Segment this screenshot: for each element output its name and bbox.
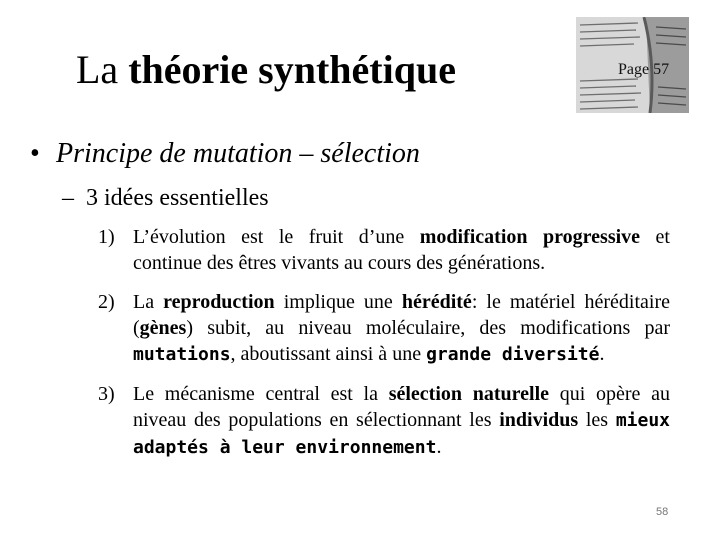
text-run: L’évolution est le fruit d’une	[133, 226, 420, 248]
text-run: qui opère au niveau des populations en sélectionnant les	[133, 383, 671, 431]
sub-bullet-text: 3 idées essentielles	[86, 185, 269, 211]
list-item-number: 2)	[98, 291, 115, 313]
emphasis-run: reproduction	[163, 291, 275, 313]
page-reference: Page 57	[618, 61, 670, 78]
emphasis-run: gènes	[139, 317, 187, 339]
list-item-number: 3)	[98, 383, 115, 405]
text-run: .	[436, 436, 442, 458]
list-item-number: 1)	[98, 226, 115, 248]
text-run: : le matériel héréditaire (	[133, 291, 670, 339]
emphasis-run: hérédité	[401, 291, 472, 313]
text-run: Le mécanisme central est la	[133, 383, 389, 405]
sub-bullet-symbol: –	[62, 185, 74, 211]
list-item-text	[133, 289, 670, 368]
text-run: La	[133, 291, 164, 313]
emphasis-run: sélection naturelle	[388, 383, 550, 405]
emphasis-run: mutations	[133, 344, 231, 365]
emphasis-run: grande diversité	[426, 344, 600, 365]
text-run: , aboutissant ainsi à une	[230, 343, 427, 365]
text-run: ) subit, au niveau moléculaire, des modifications par	[186, 317, 670, 339]
text-run: et continue des êtres vivants au cours des générations.	[133, 226, 670, 274]
text-run: .	[599, 343, 605, 365]
emphasis-run: individus	[499, 409, 579, 431]
emphasis-run: mieux adaptés à leur environnement	[133, 410, 670, 458]
main-bullet-text: Principe de mutation – sélection	[56, 138, 420, 169]
list-item	[98, 381, 670, 461]
emphasis-run: modification progressive	[419, 226, 641, 248]
sub-bullet	[62, 182, 269, 214]
slide-number: 58	[656, 506, 669, 518]
title-bold: théorie synthétique	[128, 47, 456, 92]
bullet-symbol: •	[30, 138, 40, 169]
list-item	[98, 289, 670, 368]
list-item-text	[133, 224, 670, 276]
main-bullet	[30, 137, 420, 171]
title-plain: La	[76, 47, 129, 92]
list-item-text	[133, 381, 670, 461]
text-run: implique une	[274, 291, 402, 313]
numbered-list	[98, 224, 670, 474]
slide-title	[76, 42, 456, 98]
list-item	[98, 224, 670, 276]
text-run: les	[578, 409, 616, 431]
